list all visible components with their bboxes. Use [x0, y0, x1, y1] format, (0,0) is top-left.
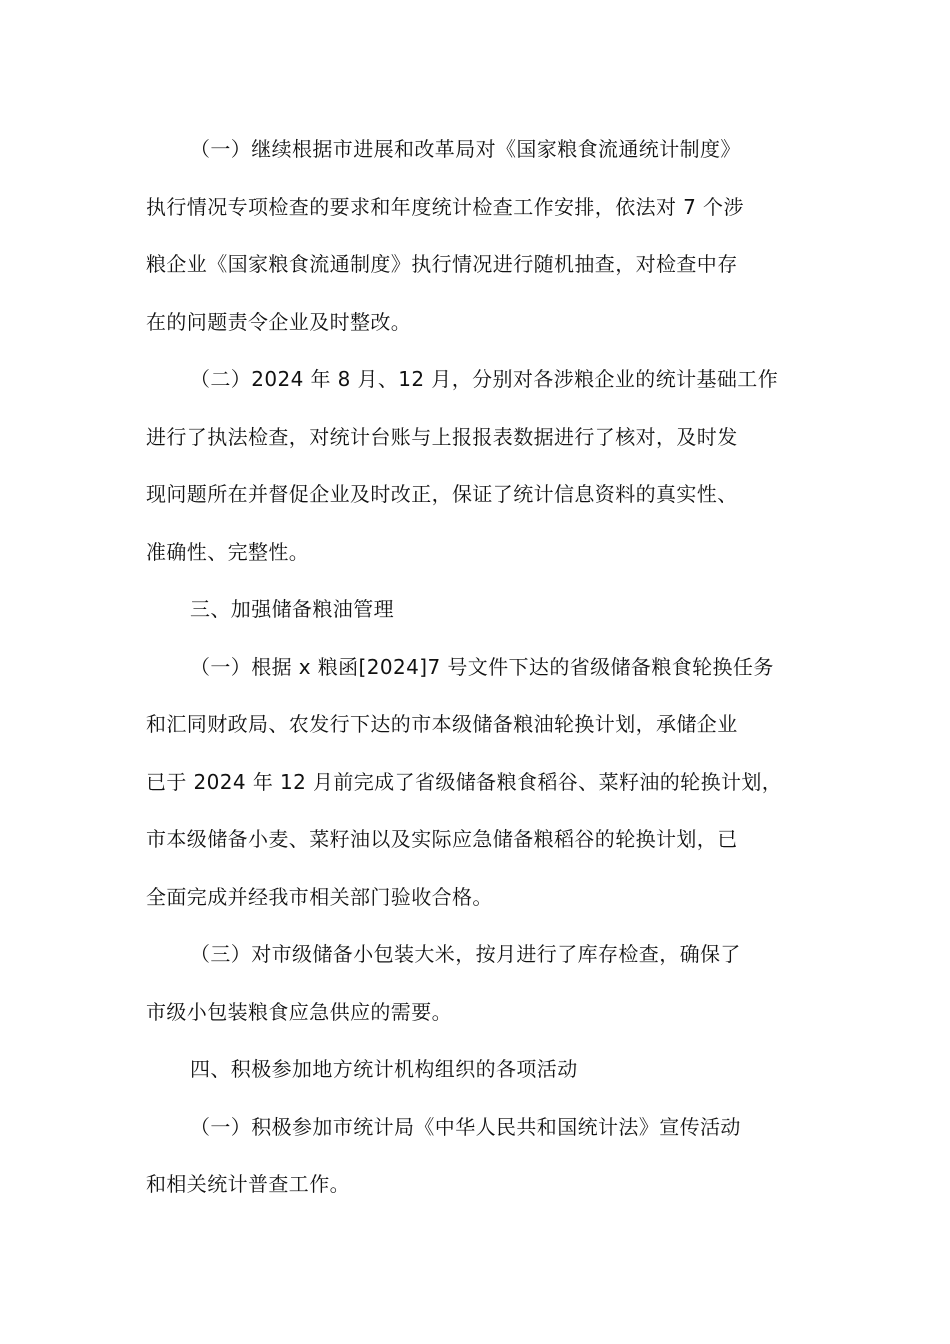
- paragraph-1-line-3: 粮企业《国家粮食流通制度》执行情况进行随机抽查，对检查中存: [146, 252, 738, 276]
- paragraph-3-line-5: 全面完成并经我市相关部门验收合格。: [146, 885, 493, 909]
- paragraph-4-line-1: （三）对市级储备小包装大米，按月进行了库存检查，确保了: [190, 942, 741, 966]
- paragraph-1-line-2: 执行情况专项检查的要求和年度统计检查工作安排，依法对 7 个涉: [146, 195, 744, 219]
- paragraph-1-line-4: 在的问题责令企业及时整改。: [146, 310, 412, 334]
- paragraph-2-line-1: （二）2024 年 8 月、12 月，分别对各涉粮企业的统计基础工作: [190, 367, 779, 391]
- paragraph-5-line-1: （一）积极参加市统计局《中华人民共和国统计法》宣传活动: [190, 1115, 741, 1139]
- paragraph-3-line-3: 已于 2024 年 12 月前完成了省级储备粮食稻谷、菜籽油的轮换计划，: [146, 770, 783, 794]
- paragraph-1-line-1: （一）继续根据市进展和改革局对《国家粮食流通统计制度》: [190, 137, 741, 161]
- paragraph-3-line-1: （一）根据 x 粮函[2024]7 号文件下达的省级储备粮食轮换任务: [190, 655, 774, 679]
- paragraph-4-line-2: 市级小包装粮食应急供应的需要。: [146, 1000, 452, 1024]
- section-heading-3: 三、加强储备粮油管理: [190, 597, 394, 621]
- paragraph-2-line-4: 准确性、完整性。: [146, 540, 310, 564]
- section-heading-4: 四、积极参加地方统计机构组织的各项活动: [190, 1057, 578, 1081]
- paragraph-3-line-4: 市本级储备小麦、菜籽油以及实际应急储备粮稻谷的轮换计划，已: [146, 827, 738, 851]
- paragraph-2-line-2: 进行了执法检查，对统计台账与上报报表数据进行了核对，及时发: [146, 425, 738, 449]
- paragraph-3-line-2: 和汇同财政局、农发行下达的市本级储备粮油轮换计划，承储企业: [146, 712, 738, 736]
- paragraph-2-line-3: 现问题所在并督促企业及时改正，保证了统计信息资料的真实性、: [146, 482, 738, 506]
- paragraph-5-line-2: 和相关统计普查工作。: [146, 1172, 350, 1196]
